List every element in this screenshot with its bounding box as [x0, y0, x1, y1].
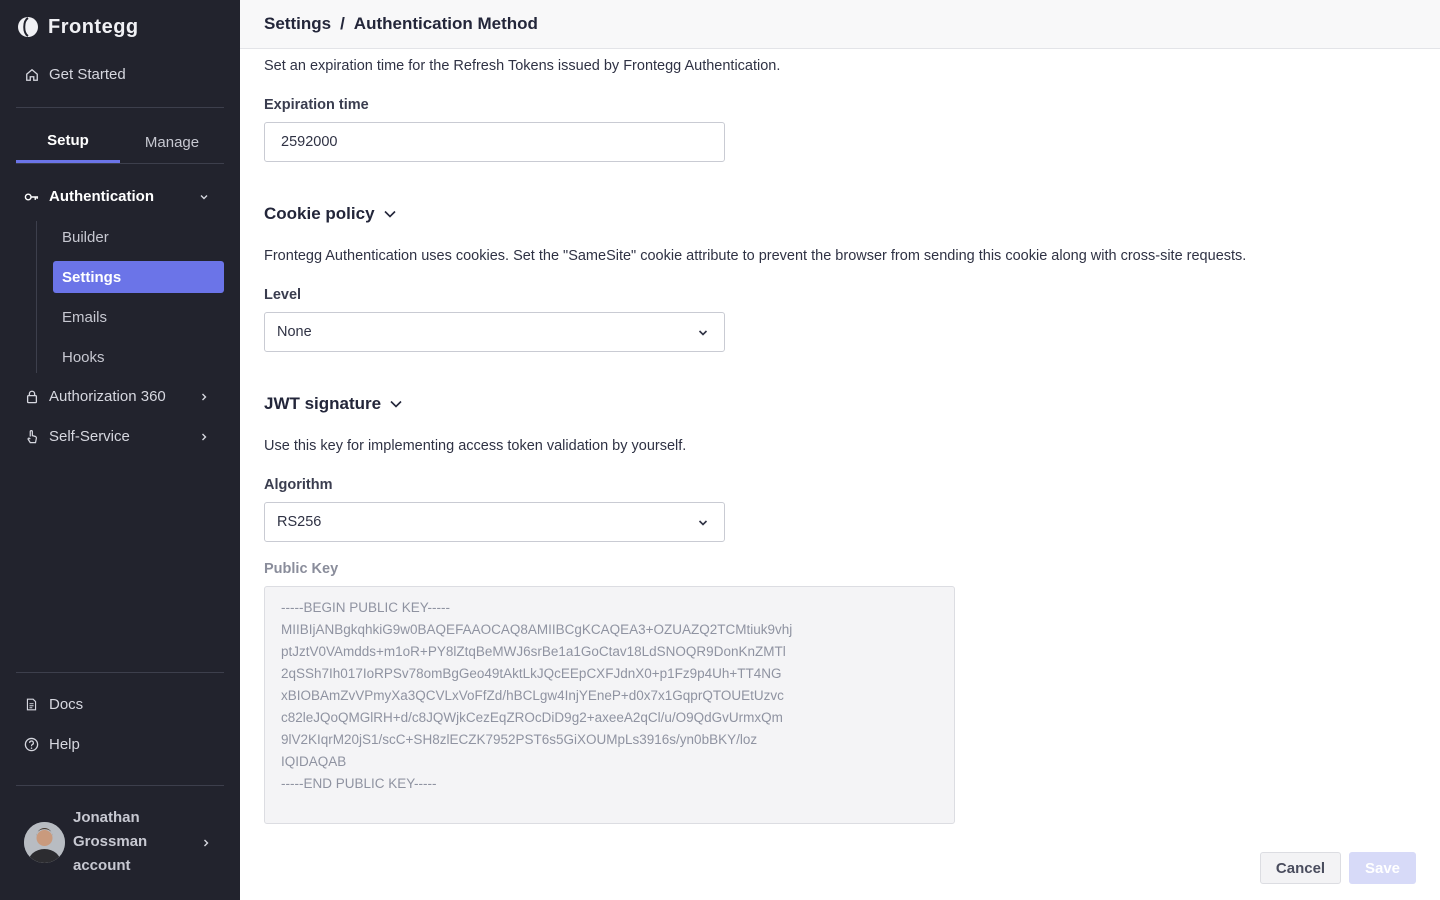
nav-docs[interactable] [24, 696, 83, 713]
algorithm-label: Algorithm [264, 477, 333, 493]
jwt-signature-header[interactable] [264, 394, 403, 414]
sidebar-item-builder[interactable]: Builder [62, 228, 109, 246]
level-select[interactable] [264, 312, 725, 352]
breadcrumb [240, 0, 1440, 49]
save-button[interactable]: Save [1349, 852, 1416, 884]
sidebar-item-hooks[interactable]: Hooks [62, 348, 105, 366]
frontegg-logo-icon [16, 15, 40, 39]
cancel-button[interactable]: Cancel [1260, 852, 1341, 884]
sidebar-divider [16, 785, 224, 786]
document-icon [24, 697, 39, 712]
nav-docs-label: Docs [49, 696, 84, 713]
key-icon [24, 189, 39, 204]
public-key-label: Public Key [264, 561, 339, 577]
refresh-description: Set an expiration time for the Refresh Tokens issued by Frontegg Authentication. [264, 58, 781, 74]
sidebar-divider [16, 107, 224, 108]
lock-icon [24, 389, 39, 404]
nav-authorization-label: Authorization 360 [49, 388, 166, 405]
expiration-input[interactable] [264, 122, 725, 162]
brand-logo[interactable] [16, 15, 139, 39]
user-name: Jonathan Grossman account [73, 809, 148, 874]
chevron-right-icon[interactable] [202, 839, 210, 847]
chevron-down-icon[interactable] [200, 193, 208, 201]
chevron-down-icon [383, 207, 397, 221]
tab-setup[interactable]: Setup [16, 121, 120, 163]
submenu-line [36, 221, 37, 373]
nav-authentication-label: Authentication [49, 188, 154, 205]
breadcrumb-current: Authentication Method [353, 14, 538, 33]
algorithm-select[interactable] [264, 502, 725, 542]
nav-get-started-label: Get Started [49, 66, 126, 83]
nav-help-label: Help [49, 736, 80, 753]
nav-self-service[interactable] [24, 428, 130, 445]
user-account[interactable] [24, 806, 163, 878]
cookie-policy-title: Cookie policy [264, 204, 375, 223]
hand-pointer-icon [24, 429, 39, 444]
expiration-label: Expiration time [264, 97, 369, 113]
nav-authentication[interactable] [24, 188, 154, 205]
chevron-down-icon [698, 518, 708, 528]
sidebar-item-emails[interactable]: Emails [62, 308, 108, 326]
jwt-description: Use this key for implementing access token validation by yourself. [264, 438, 687, 454]
sidebar-item-settings[interactable]: Settings [53, 261, 224, 293]
nav-get-started[interactable] [24, 66, 126, 83]
chevron-right-icon[interactable] [200, 433, 208, 441]
brand-name: Frontegg [48, 15, 139, 38]
nav-help[interactable] [24, 736, 80, 753]
sidebar [0, 0, 240, 900]
chevron-down-icon [698, 328, 708, 338]
chevron-down-icon [389, 397, 403, 411]
sidebar-tabs [16, 121, 224, 164]
help-circle-icon [24, 737, 39, 752]
tab-manage[interactable]: Manage [144, 133, 200, 151]
breadcrumb-separator: / [340, 14, 345, 33]
breadcrumb-parent[interactable]: Settings [264, 14, 332, 33]
level-label: Level [264, 287, 302, 303]
home-icon [24, 67, 39, 82]
public-key-textarea[interactable]: -----BEGIN PUBLIC KEY----- MIIBIjANBgkqhkiG9w0BAQEFAAOCAQ8AMIIBCgKCAQEA3+OZUAZQ2TCMtiuk9vhj ptJztV0VAmdds+m1oR+PY8lZtqBeMWJ6srBe1a1GoCtav18LdSNOQR9DonKnZMTl 2qSSh7Ih017IoRPSv78omBgGeo49tAktLkJQcEEpCXFJdnX0+p1Fz9p4Uh+TT4NG xBIOBAmZvVPmyXa3QCVLxVoFfZd/hBCLgw4InjYEneP+d0x7x1GqprQTOUEtUzvc c82leJQoQMGlRH+d/c8JQWjkCezEqZROcDiD9g2+axeeA2qCl/u/O9QdGvUrmxQm 9lV2KIqrM20jS1/scC+SH8zlECZK7952PST6s5GiXOUMpLs3916s/yn0bBKY/loz IQIDAQAB -----END PUBLIC KEY----- [264, 586, 955, 824]
algorithm-value: RS256 [277, 514, 322, 530]
chevron-right-icon[interactable] [200, 393, 208, 401]
expiration-value: 2592000 [281, 134, 338, 150]
cookie-policy-header[interactable] [264, 204, 397, 224]
avatar [24, 822, 65, 863]
nav-authorization[interactable] [24, 388, 166, 405]
cookie-description: Frontegg Authentication uses cookies. Set the "SameSite" cookie attribute to prevent the browser from sending this cookie along with cross-site requests. [264, 248, 1247, 264]
sidebar-divider [16, 672, 224, 673]
nav-self-service-label: Self-Service [49, 428, 130, 445]
level-value: None [277, 324, 312, 340]
jwt-signature-title: JWT signature [264, 394, 382, 413]
